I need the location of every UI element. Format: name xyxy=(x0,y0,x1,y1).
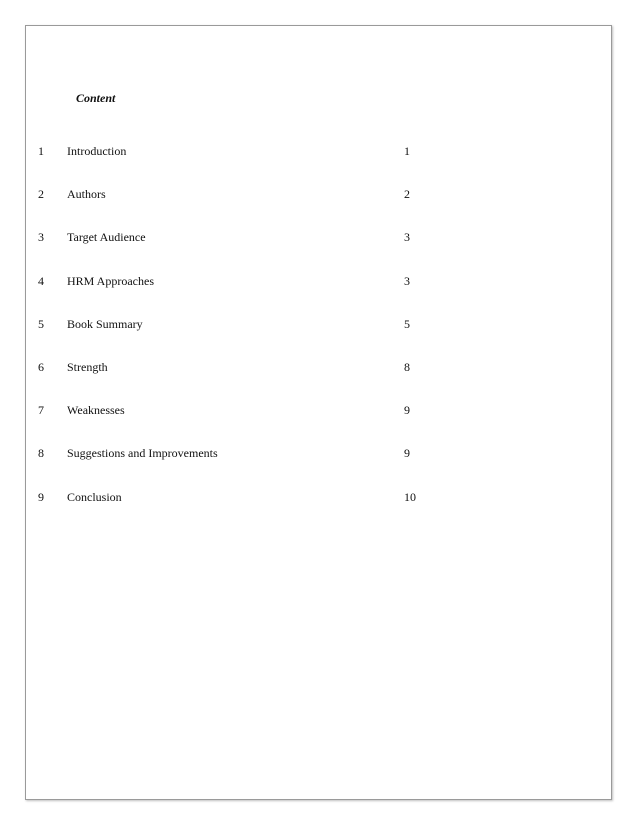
toc-entry-page: 3 xyxy=(404,230,410,245)
toc-row xyxy=(26,317,611,360)
toc-row xyxy=(26,360,611,403)
toc-entry-number: 4 xyxy=(38,273,44,288)
toc-entry-number: 1 xyxy=(38,144,44,158)
toc-entry-page: 1 xyxy=(404,144,410,158)
toc-row xyxy=(26,187,611,230)
toc-entry-title: Introduction xyxy=(67,144,127,158)
document-page xyxy=(25,25,612,800)
toc-entry-number: 8 xyxy=(38,446,44,461)
table-of-contents xyxy=(26,144,611,533)
toc-entry-page: 10 xyxy=(404,489,416,504)
toc-heading: Content xyxy=(76,91,116,105)
toc-entry-title: Authors xyxy=(67,187,106,202)
toc-entry-title: Weaknesses xyxy=(67,403,125,418)
toc-row xyxy=(26,490,611,533)
toc-entry-title: Target Audience xyxy=(67,230,146,245)
toc-entry-number: 7 xyxy=(38,403,44,418)
toc-entry-title: Conclusion xyxy=(67,489,122,504)
toc-entry-page: 2 xyxy=(404,187,410,202)
toc-row xyxy=(26,446,611,489)
toc-entry-title: Strength xyxy=(67,359,108,374)
toc-entry-page: 3 xyxy=(404,273,410,288)
toc-entry-number: 5 xyxy=(38,316,44,331)
toc-entry-page: 9 xyxy=(404,403,410,418)
toc-entry-title: Book Summary xyxy=(67,316,143,331)
toc-entry-page: 8 xyxy=(404,359,410,374)
toc-entry-number: 3 xyxy=(38,230,44,245)
toc-entry-number: 2 xyxy=(38,187,44,202)
toc-entry-page: 5 xyxy=(404,316,410,331)
toc-row xyxy=(26,274,611,317)
toc-entry-number: 6 xyxy=(38,359,44,374)
toc-row xyxy=(26,403,611,446)
toc-entry-number: 9 xyxy=(38,489,44,504)
toc-entry-title: Suggestions and Improvements xyxy=(67,446,218,461)
toc-entry-page: 9 xyxy=(404,446,410,461)
toc-row xyxy=(26,144,611,187)
toc-entry-title: HRM Approaches xyxy=(67,273,154,288)
toc-row xyxy=(26,230,611,273)
